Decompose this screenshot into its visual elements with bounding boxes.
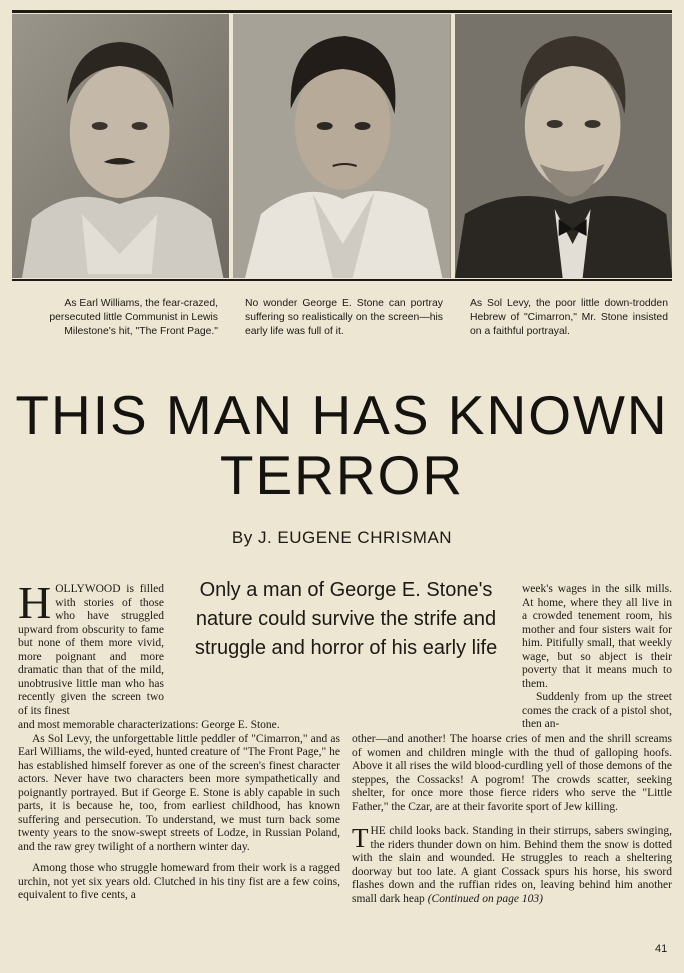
article-headline [0, 385, 684, 505]
page-number: 41 [655, 943, 668, 955]
article-column-1-top [18, 577, 164, 718]
drop-cap-2: T [352, 823, 369, 853]
article-col3-para1: week's wages in the silk mills. At home, where they all live in a crowded tenement room, his mother and four sisters wait for him. Pitifully small, that weekly wage, but so abject is their poverty that it means much to them. [522, 583, 672, 690]
photo-sol-levy [455, 14, 672, 278]
article-col3-para2: Suddenly from up the street comes the crack of a pistol shot, then an- [522, 691, 672, 730]
article-intro: OLLYWOOD is filled with stories of those who have struggled upward from obscurity to fame but none of them more vivid, more poignant and more dramatic than that of the mild, unobtrusive little man who has recently given the screen two of its finest [18, 583, 164, 717]
article-right-para-2: HE child looks back. Standing in their stirrups, sabers swinging, the riders thunder down on him. Behind them the snow is dotted with the slain and wounded. He struggles to reach a sheltering doorway but too late. A giant Cossack spurs his horse, his sword flashes down and the ruffian rides on, leaving behind him another small dark heap [352, 825, 672, 905]
article-col1-continuation: and most memorable characterizations: George E. Stone. [18, 719, 280, 731]
caption-center: No wonder George E. Stone can portray suffering so realistically on the screen—his early life was full of it. [245, 298, 443, 337]
article-right-para-1: other—and another! The hoarse cries of men and the shrill screams of women and children mingle with the thud of galloping hoofs. Above it all rises the wild blood-curdling yell of those demons of the steppes, the Cossacks! A pogrom! The crowds scatter, seeking shelter, for once more those fierce riders who serve the "Little Father," the Czar, are at their favorite sport of Jew killing. [352, 733, 672, 813]
caption-right: As Sol Levy, the poor little down-trodden Hebrew of "Cimarron," Mr. Stone insisted on a faithful portrayal. [470, 298, 668, 337]
article-para-2: As Sol Levy, the unforgettable little peddler of "Cimarron," and as Earl Williams, the wild-eyed, hunted creature of "The Front Page," he has established himself forever as one of the screen's finest character actors. Never have two characters been more sympathetically and poignantly portrayed. But if George E. Stone is ably capable in such parts, it is because he, too, from earliest childhood, has known suffering and persecution. To understand, we must turn back some twenty years to the snow-swept streets of Lodze, in Russian Poland, and the raw grey twilight of a northern winter day. [18, 732, 340, 853]
article-column-3-top [522, 583, 672, 732]
article-left-column [18, 719, 340, 903]
top-rule [12, 10, 672, 13]
photo-strip [12, 14, 672, 278]
headline-line-1: THIS MAN HAS KNOWN [15, 384, 669, 446]
byline: By J. EUGENE CHRISMAN [231, 528, 453, 547]
caption-left: As Earl Williams, the fear-crazed, persecuted little Communist in Lewis Milestone's hit, "The Front Page." [49, 298, 218, 337]
photo-earl-williams [12, 14, 229, 278]
article-right-column [352, 733, 672, 906]
article-para-3: Among those who struggle homeward from their work is a ragged urchin, not yet six years old. Clutched in his tiny fist are a few coins, equivalent to five cents, a [18, 862, 340, 901]
photo-captions [20, 297, 668, 339]
pull-quote: Only a man of George E. Stone's nature could survive the strife and struggle and horror of his early life [194, 579, 498, 659]
photo-george-stone [233, 14, 450, 278]
headline-line-2: TERROR [219, 444, 465, 506]
drop-cap: H [18, 577, 52, 628]
photo-bottom-rule [12, 279, 672, 281]
continued-note: (Continued on page 103) [427, 892, 543, 905]
